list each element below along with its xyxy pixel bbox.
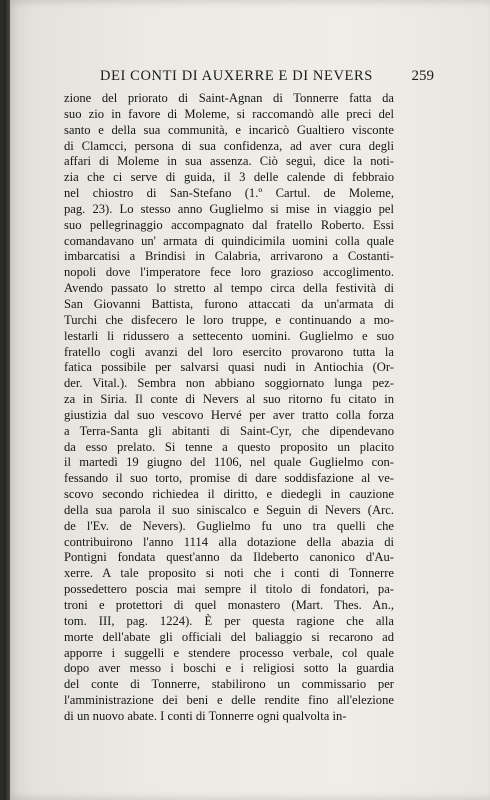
text-line: Avendo passato lo stretto al tempo circa della festività di	[64, 281, 394, 296]
text-line: Pontigni fondata quest'anno da Ildeberto canonico d'Au-	[64, 550, 394, 565]
text-line: della sua parola il suo siniscalco e Seguin di Nevers (Arc.	[64, 502, 394, 517]
text-line: del conte di Tonnerre, stabilirono un commissario per	[64, 677, 394, 692]
text-line: morte dell'abate gli officiali del baliaggio si recarono ad	[64, 629, 394, 644]
text-line: l'amministrazione dei beni e delle rendite fino all'elezione	[64, 693, 394, 708]
text-line: comandavano un' armata di quindicimila uomini colla quale	[64, 233, 394, 248]
text-line: scovo secondo richiedea il diritto, e diedegli in cauzione	[64, 487, 394, 502]
text-line: giustizia dal suo vescovo Hervé per aver tratto colla forza	[64, 407, 394, 422]
text-line: za in Siria. Il conte di Nevers al suo ritorno fu citato in	[64, 392, 394, 407]
text-line: pag. 23). Lo stesso anno Guglielmo si mise in viaggio pel	[64, 201, 394, 216]
running-title: DEI CONTI DI AUXERRE E DI NEVERS	[100, 68, 373, 84]
text-line: da esso prelato. Si tenne a questo proposito un placito	[64, 439, 394, 454]
text-line: fessando il suo torto, promise di dare soddisfazione al ve-	[64, 471, 394, 486]
book-page	[4, 0, 490, 800]
text-line: zia che ci serve di guida, il 3 delle calende di febbraio	[64, 170, 394, 185]
text-line: San Giovanni Battista, furono attaccati da un'armata di	[64, 296, 394, 311]
book-gutter-shadow	[4, 0, 10, 800]
text-line: dopo aver messo i boschi e i religiosi sotto la guardia	[64, 661, 394, 676]
text-line: apporre i suggelli e stendere processo verbale, col quale	[64, 645, 394, 660]
text-line: nel chiostro di San-Stefano (1.º Cartul. de Moleme,	[64, 186, 394, 201]
text-line: nopoli dove l'imperatore fece loro grazioso accoglimento.	[64, 265, 394, 280]
text-line: zione del priorato di Saint-Agnan di Tonnerre fatta da	[64, 91, 394, 105]
text-line: fatica possibile per salvarsi quasi nudi in Antiochia (Or-	[64, 360, 394, 375]
text-line: possedettero poscia mai sempre il titolo di fondatori, pa-	[64, 582, 394, 597]
text-line: imbarcatisi a Brindisi in Calabria, arrivarono a Costanti-	[64, 249, 394, 264]
text-line: de l'Ev. de Nevers). Guglielmo fu uno tra quelli che	[64, 518, 394, 533]
text-line: contribuirono l'anno 1114 alla dotazione della abazia di	[64, 534, 394, 549]
text-line: il martedì 19 giugno del 1106, nel quale Guglielmo con-	[64, 455, 394, 470]
text-line: tom. III, pag. 1224). È per questa ragione che alla	[64, 613, 394, 628]
text-line: xerre. A tale proposito si noti che i conti di Tonnerre	[64, 566, 394, 581]
text-line: suo zio in favore di Moleme, si raccomandò alle preci del	[64, 106, 394, 121]
text-line: di Clamcci, persona di sua confidenza, ad aver cura degli	[64, 138, 394, 153]
text-line: a Terra-Santa gli abitanti di Saint-Cyr, che dipendevano	[64, 423, 394, 438]
text-line: affari di Moleme in sua assenza. Ciò seguì, dice la noti-	[64, 154, 394, 169]
text-line: troni e protettori di quel monastero (Mart. Thes. An.,	[64, 598, 394, 612]
body-text	[64, 91, 394, 725]
text-line: der. Vital.). Sembra non abbiano soggiornato lunga pez-	[64, 376, 394, 391]
text-line: santo e della sua communità, e incaricò Gualtiero visconte	[64, 122, 394, 137]
text-line: lestarli li ridussero a settecento uomini. Guglielmo e suo	[64, 328, 394, 343]
text-line: Turchi che disfecero le loro truppe, e continuando a mo-	[64, 312, 394, 327]
text-line: di un nuovo abate. I conti di Tonnerre ogni qualvolta in-	[64, 708, 347, 723]
page-number: 259	[411, 68, 434, 84]
text-line: suo pellegrinaggio accompagnato dal fratello Roberto. Essi	[64, 217, 394, 232]
page-header	[64, 68, 434, 88]
text-line: fratello cogli avanzi del loro esercito provarono tutta la	[64, 344, 394, 359]
